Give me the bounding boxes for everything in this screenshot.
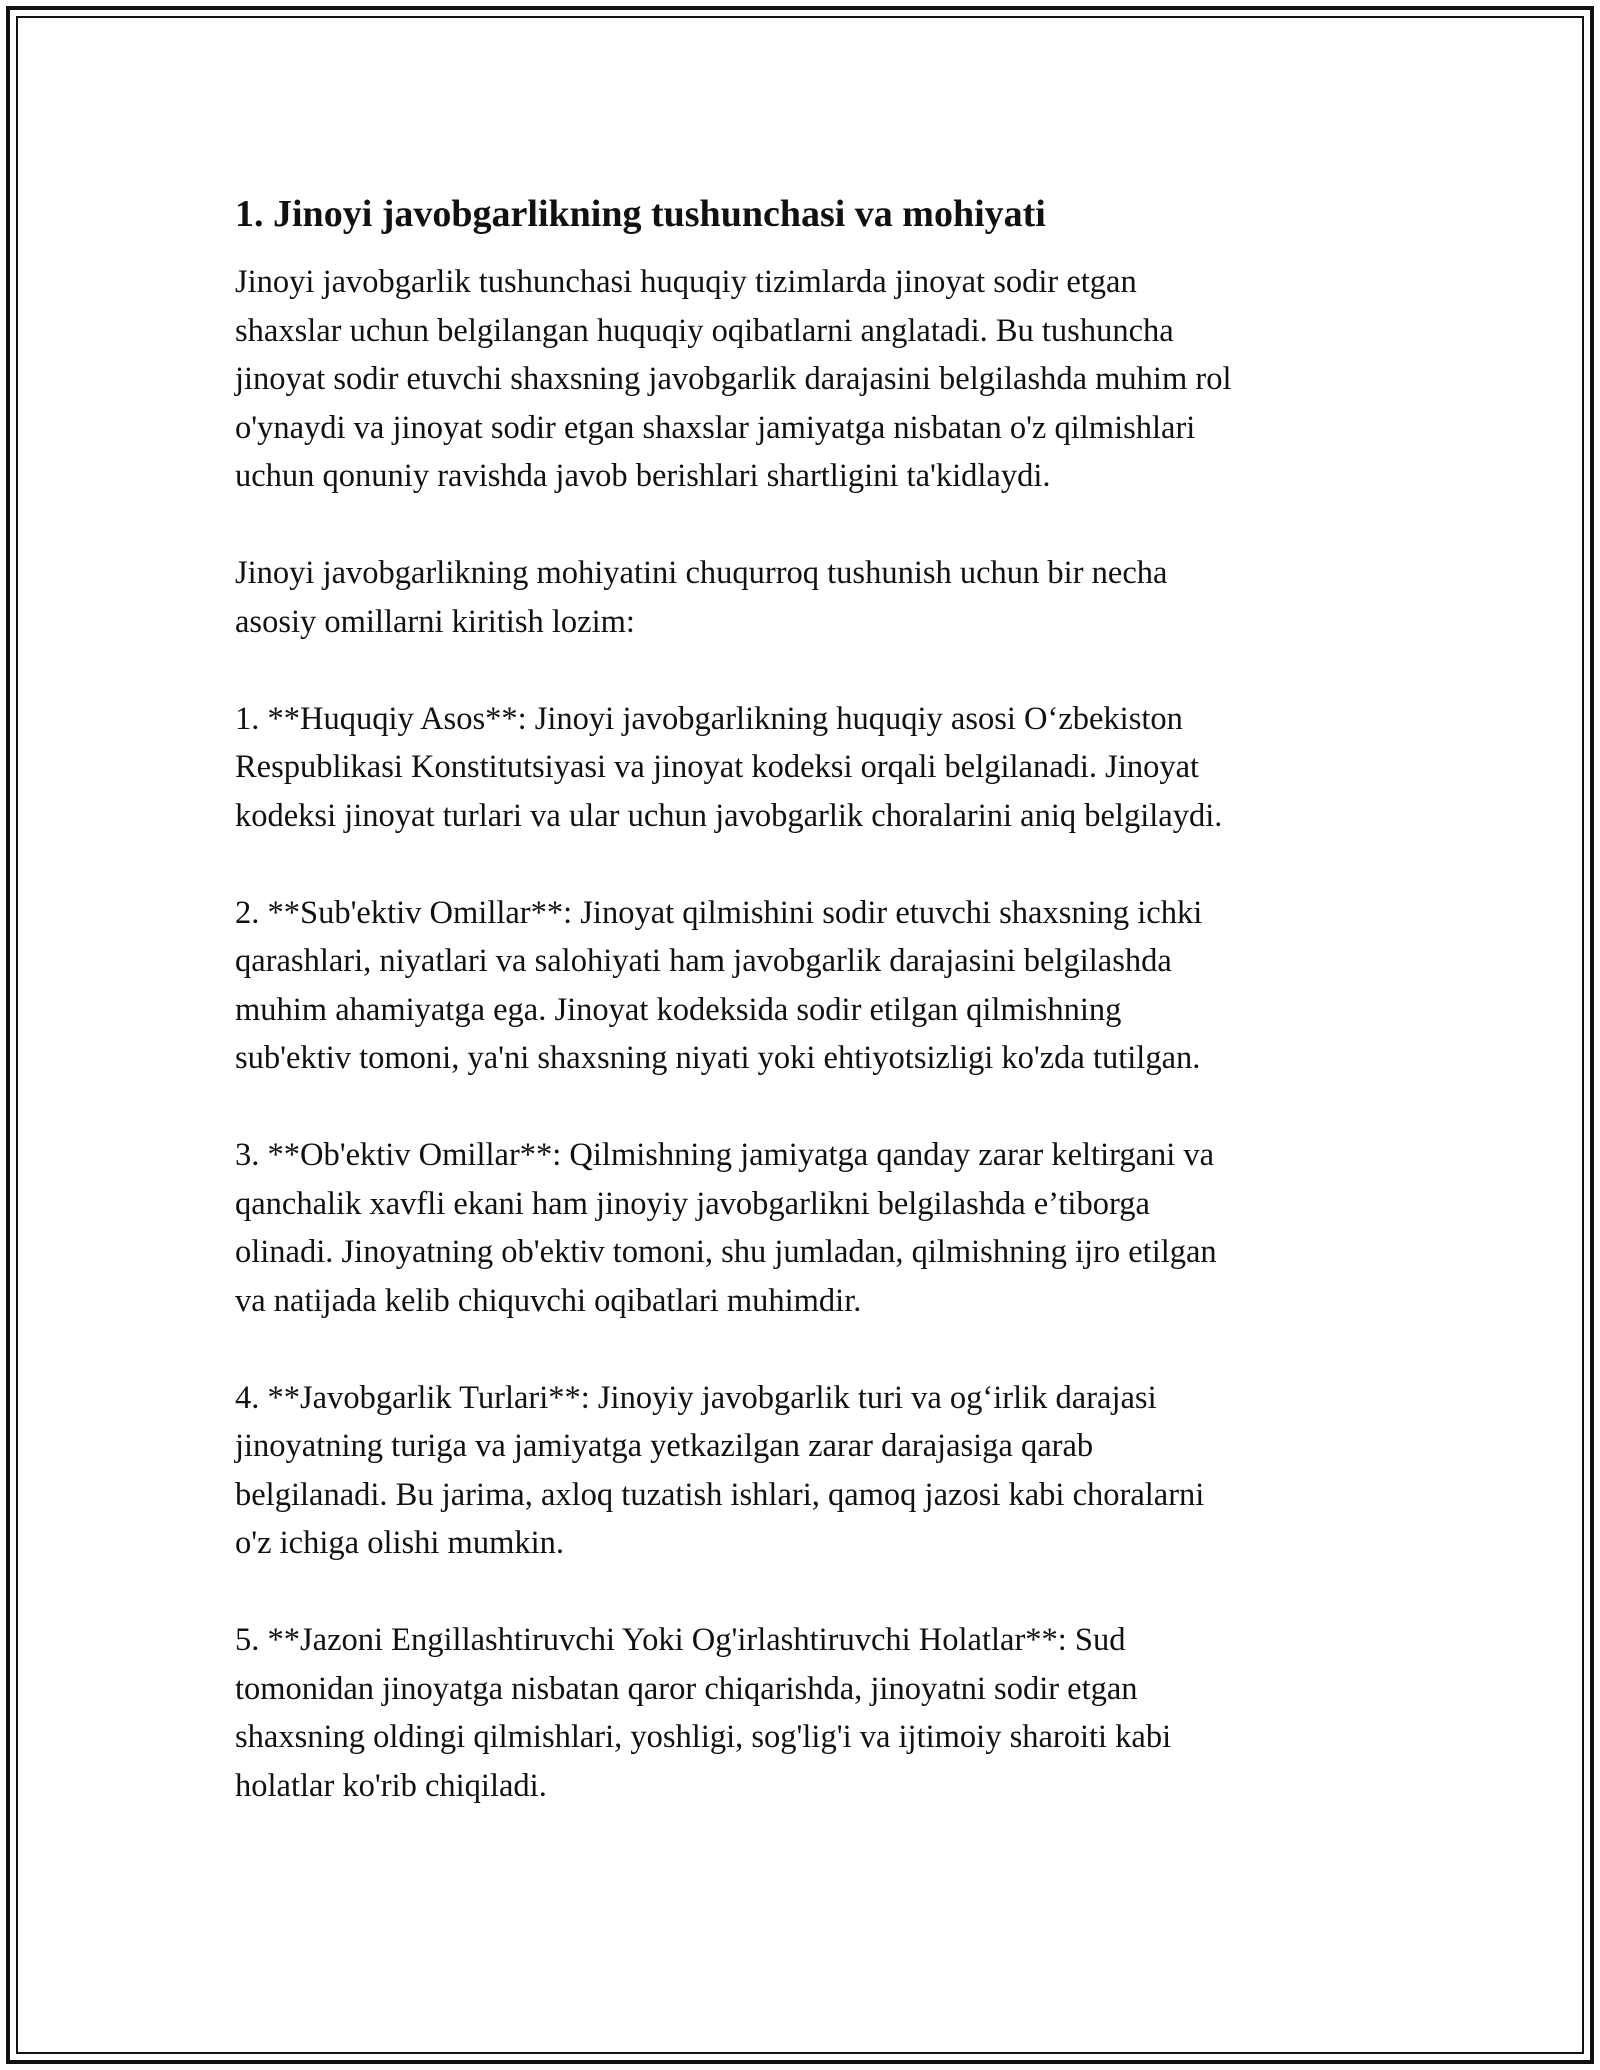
paragraph-definition: [235, 258, 1365, 501]
document-body: [235, 188, 1365, 1859]
list-item-liability-types: [235, 1374, 1365, 1568]
text-line: shaxslar uchun belgilangan huquqiy oqibatlarni anglatadi. Bu tushuncha: [235, 312, 1174, 349]
text-line: uchun qonuniy ravishda javob berishlari shartligini ta'kidlaydi.: [235, 458, 1051, 494]
text-line: Respublikasi Konstitutsiyasi va jinoyat kodeksi orqali belgilanadi. Jinoyat: [235, 749, 1200, 785]
text-line: Jinoyi javobgarlik tushunchasi huquqiy tizimlarda jinoyat sodir etgan: [235, 264, 1137, 300]
text-line: jinoyat sodir etuvchi shaxsning javobgarlik darajasini belgilashda muhim rol: [235, 361, 1232, 397]
text-line: 3. **Ob'ektiv Omillar**: Qilmishning jamiyatga qanday zarar keltirgani va: [235, 1137, 1215, 1173]
text-line: Jinoyi javobgarlikning mohiyatini chuqurroq tushunish uchun bir necha: [235, 555, 1168, 591]
text-line: 4. **Javobgarlik Turlari**: Jinoyiy javobgarlik turi va og‘irlik darajasi: [235, 1379, 1157, 1416]
list-item-objective-factors: [235, 1131, 1365, 1325]
paragraph-intro: [235, 549, 1365, 646]
text-line: 2. **Sub'ektiv Omillar**: Jinoyat qilmishini sodir etuvchi shaxsning ichki: [235, 894, 1203, 931]
text-line: 5. **Jazoni Engillashtiruvchi Yoki Og'irlashtiruvchi Holatlar**: Sud: [235, 1622, 1126, 1658]
list-item-legal-basis: [235, 695, 1365, 841]
text-line: qanchalik xavfli ekani ham jinoyiy javobgarlikni belgilashda e’tiborga: [235, 1185, 1150, 1222]
section-heading: 1. Jinoyi javobgarlikning tushunchasi va mohiyati: [235, 193, 1046, 235]
text-line: tomonidan jinoyatga nisbatan qaror chiqarishda, jinoyatni sodir etgan: [235, 1670, 1138, 1707]
list-item-subjective-factors: [235, 889, 1365, 1083]
text-line: o'z ichiga olishi mumkin.: [235, 1525, 565, 1561]
text-line: muhim ahamiyatga ega. Jinoyat kodeksida sodir etilgan qilmishning: [235, 991, 1122, 1028]
text-line: va natijada kelib chiquvchi oqibatlari muhimdir.: [235, 1282, 862, 1319]
text-line: holatlar ko'rib chiqiladi.: [235, 1767, 547, 1804]
text-line: olinadi. Jinoyatning ob'ektiv tomoni, shu jumladan, qilmishning ijro etilgan: [235, 1234, 1217, 1270]
list-item-circumstances: [235, 1616, 1365, 1810]
text-line: kodeksi jinoyat turlari va ular uchun javobgarlik choralarini aniq belgilaydi.: [235, 797, 1223, 834]
text-line: sub'ektiv tomoni, ya'ni shaxsning niyati yoki ehtiyotsizligi ko'zda tutilgan.: [235, 1040, 1201, 1076]
text-line: belgilanadi. Bu jarima, axloq tuzatish ishlari, qamoq jazosi kabi choralarni: [235, 1476, 1205, 1513]
text-line: qarashlari, niyatlari va salohiyati ham javobgarlik darajasini belgilashda: [235, 943, 1172, 979]
text-line: o'ynaydi va jinoyat sodir etgan shaxslar jamiyatga nisbatan o'z qilmishlari: [235, 409, 1196, 446]
text-line: asosiy omillarni kiritish lozim:: [235, 603, 635, 640]
text-line: shaxsning oldingi qilmishlari, yoshligi, sog'lig'i va ijtimoiy sharoiti kabi: [235, 1719, 1172, 1755]
text-line: 1. **Huquqiy Asos**: Jinoyi javobgarlikning huquqiy asosi O‘zbekiston: [235, 700, 1183, 737]
text-line: jinoyatning turiga va jamiyatga yetkazilgan zarar darajasiga qarab: [235, 1428, 1094, 1464]
